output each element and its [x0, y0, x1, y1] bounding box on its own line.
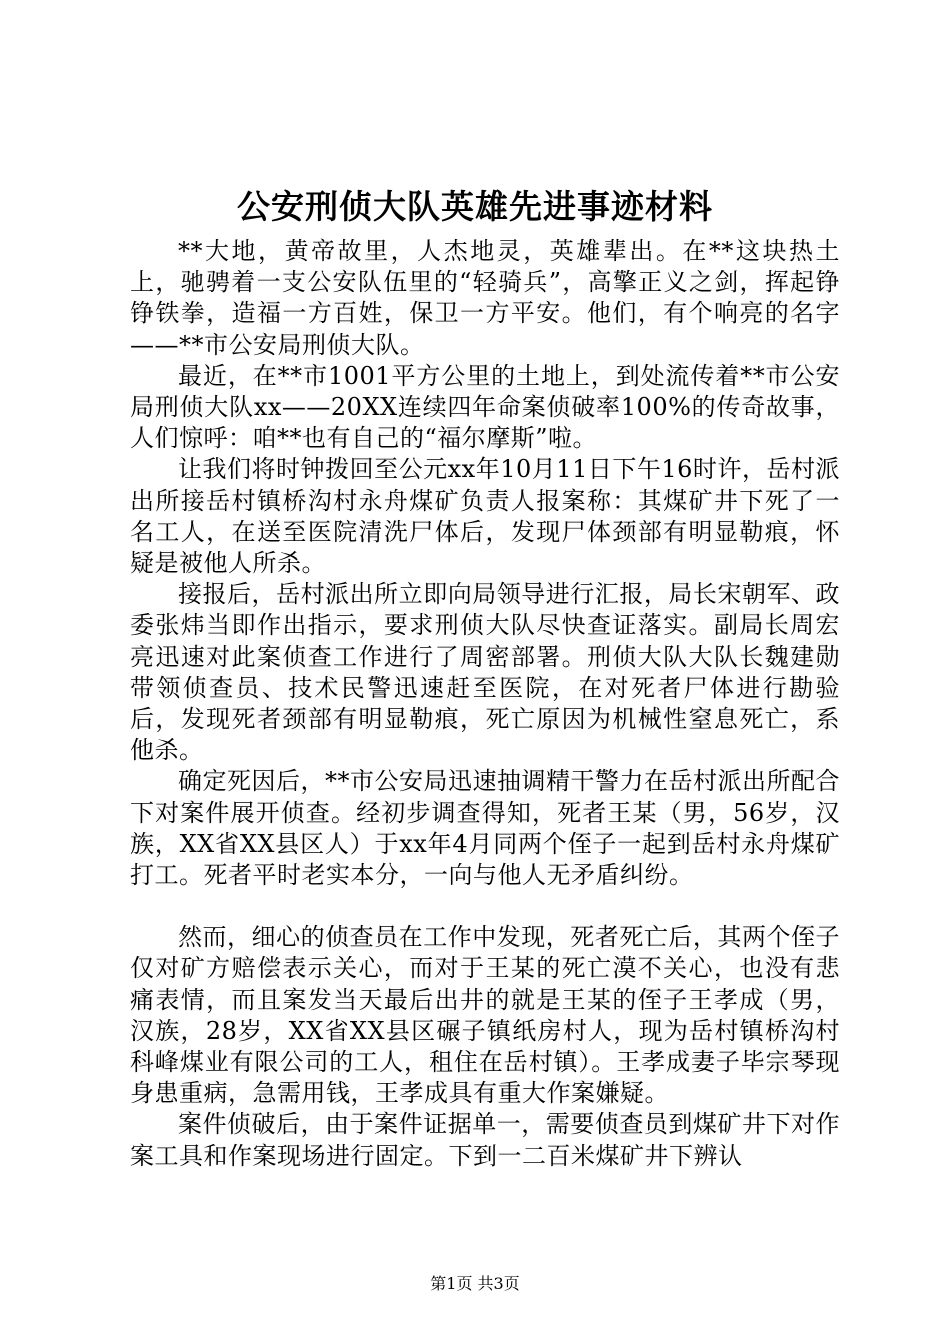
paragraph: 案件侦破后，由于案件证据单一，需要侦查员到煤矿井下对作案工具和作案现场进行固定。下到一二百米煤矿井下辨认	[130, 1110, 840, 1170]
paragraph: 然而，细心的侦查员在工作中发现，死者死亡后，其两个侄子仅对矿方赔偿表示关心，而对于王某的死亡漠不关心，也没有悲痛表情，而且案发当天最后出井的就是王某的侄子王孝成（男，汉族，28岁，XX省XX县区碾子镇纸房村人，现为岳村镇桥沟村科峰煤业有限公司的工人，租住在岳村镇）。王孝成妻子毕宗琴现身患重病，急需用钱，王孝成具有重大作案嫌疑。	[130, 923, 840, 1108]
document-body	[130, 236, 840, 1172]
document-title: 公安刑侦大队英雄先进事迹材料	[237, 187, 713, 226]
paragraph: **大地，黄帝故里，人杰地灵，英雄辈出。在**这块热土上，驰骋着一支公安队伍里的“轻骑兵”，高擎正义之剑，挥起铮铮铁拳，造福一方百姓，保卫一方平安。他们，有个响亮的名字——**市公安局刑侦大队。	[130, 237, 840, 359]
paragraph: 确定死因后，**市公安局迅速抽调精干警力在岳村派出所配合下对案件展开侦查。经初步调查得知，死者王某（男，56岁，汉族，XX省XX县区人）于xx年4月同两个侄子一起到岳村永舟煤矿打工。死者平时老实本分，一向与他人无矛盾纠纷。	[130, 767, 840, 890]
page-footer: 第1页 共3页	[430, 1274, 520, 1293]
paragraph: 接报后，岳村派出所立即向局领导进行汇报，局长宋朝军、政委张炜当即作出指示，要求刑侦大队尽快查证落实。副局长周宏亮迅速对此案侦查工作进行了周密部署。刑侦大队大队长魏建勋带领侦查员、技术民警迅速赶至医院，在对死者尸体进行勘验后，发现死者颈部有明显勒痕，死亡原因为机械性窒息死亡，系他杀。	[130, 580, 840, 765]
paragraph-spacer	[130, 891, 840, 922]
paragraph: 让我们将时钟拨回至公元xx年10月11日下午16时许，岳村派出所接岳村镇桥沟村永舟煤矿负责人报案称：其煤矿井下死了一名工人，在送至医院清洗尸体后，发现尸体颈部有明显勒痕，怀疑是被他人所杀。	[130, 455, 840, 578]
paragraph: 最近，在**市1001平方公里的土地上，到处流传着**市公安局刑侦大队xx——20XX连续四年命案侦破率100%的传奇故事，人们惊呼：咱**也有自己的“福尔摩斯”啦。	[130, 361, 840, 453]
